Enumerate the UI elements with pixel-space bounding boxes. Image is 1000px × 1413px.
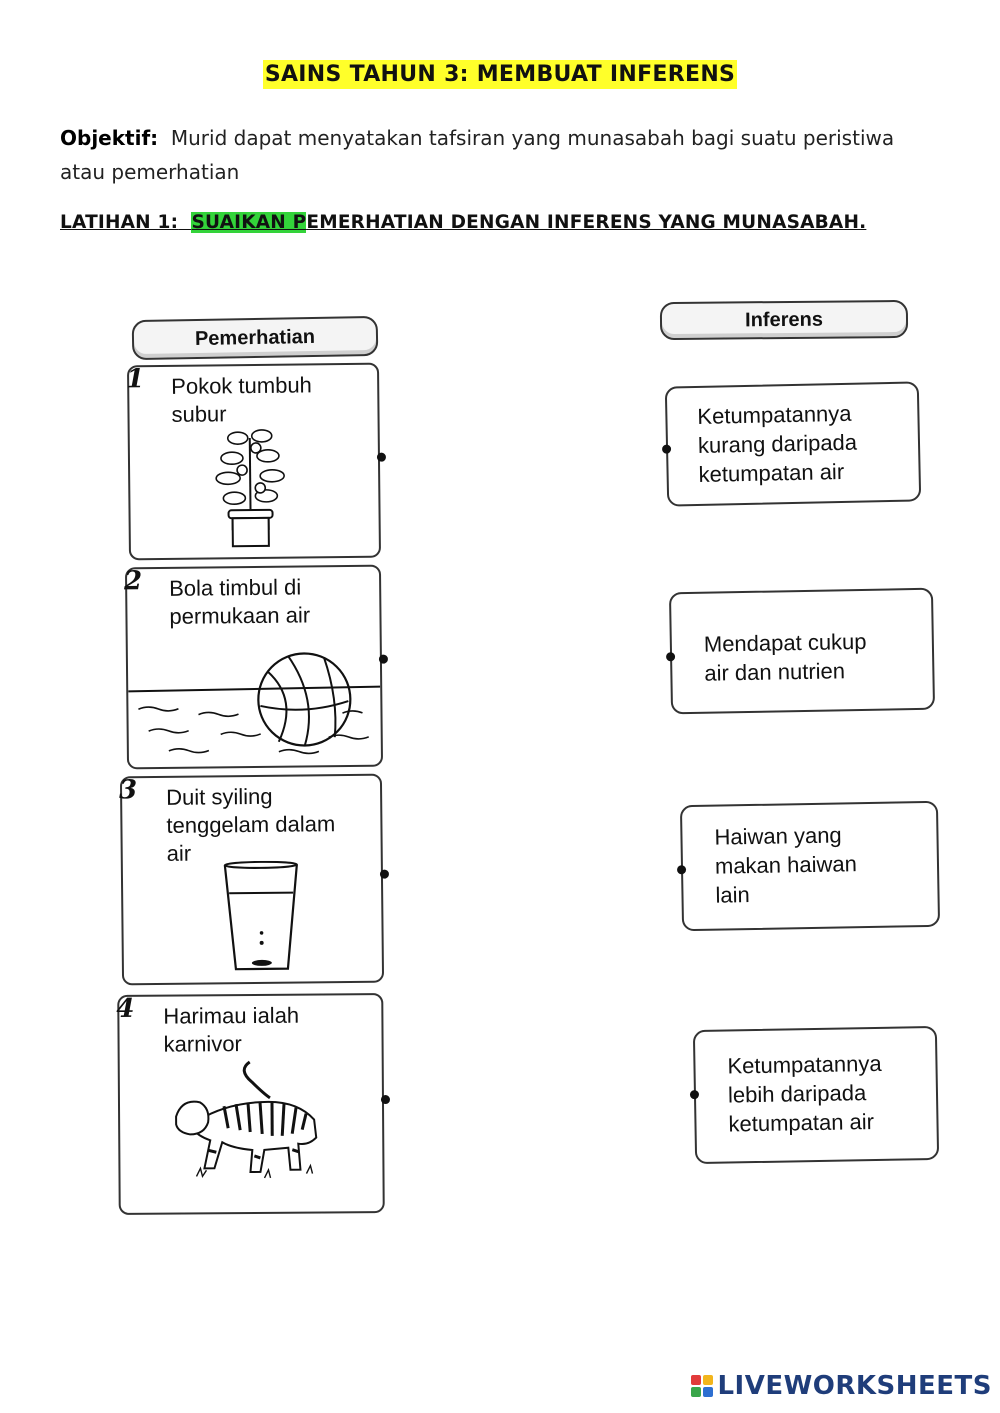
- observation-number: 4: [116, 993, 135, 1024]
- observation-header: [132, 316, 379, 360]
- inference-text: Ketumpatannya lebih daripada ketumpatan air: [727, 1050, 882, 1137]
- worksheet-title-text: SAINS TAHUN 3: MEMBUAT INFERENS: [264, 62, 736, 87]
- inference-text: Mendapat cukup air dan nutrien: [703, 628, 867, 686]
- inference-text: Ketumpatannya kurang daripada ketumpatan air: [697, 400, 858, 487]
- observation-number: 2: [123, 566, 143, 597]
- match-dot-inference-3[interactable]: [677, 865, 686, 874]
- match-dot-inference-4[interactable]: [690, 1090, 699, 1099]
- observation-text: Duit syiling tenggelam dalam air: [166, 783, 336, 866]
- objective-label: Objektif:: [60, 126, 159, 150]
- observation-text: Harimau ialah karnivor: [163, 1002, 300, 1057]
- observation-text: Bola timbul di permukaan air: [169, 574, 311, 629]
- match-dot-observation-1[interactable]: [377, 453, 386, 462]
- inference-card-3: [680, 801, 940, 931]
- inference-header: [660, 300, 908, 340]
- liveworksheets-logo-icon: [691, 1375, 713, 1397]
- exercise-rest: EMERHATIAN DENGAN INFERENS YANG MUNASABAH.: [306, 212, 867, 233]
- observation-number: 1: [125, 364, 145, 395]
- observation-text: Pokok tumbuh subur: [171, 372, 312, 427]
- observation-card-2: [125, 565, 383, 770]
- exercise-instruction: [60, 212, 866, 233]
- worksheet-title: [0, 62, 1000, 87]
- glass-of-water-icon: [219, 860, 304, 977]
- inference-card-4: [693, 1026, 939, 1164]
- observation-number: 3: [118, 775, 138, 806]
- match-dot-inference-2[interactable]: [666, 652, 675, 661]
- inference-text: Haiwan yang makan haiwan lain: [714, 822, 858, 908]
- potted-plant-icon: [210, 418, 291, 551]
- exercise-prefix: LATIHAN 1:: [60, 212, 179, 233]
- objective-text: Murid dapat menyatakan tafsiran yang munasabah bagi suatu peristiwa atau pemerhatian: [60, 126, 895, 184]
- inference-header-label: Inferens: [744, 308, 824, 332]
- observation-header-label: Pemerhatian: [194, 325, 316, 351]
- brand-text: LIVEWORKSHEETS: [717, 1371, 992, 1401]
- inference-card-2: [669, 588, 935, 715]
- observation-card-3: [120, 774, 384, 986]
- match-dot-observation-4[interactable]: [381, 1095, 390, 1104]
- objective-paragraph: [60, 121, 940, 189]
- observation-card-1: [127, 363, 381, 561]
- liveworksheets-logo: [691, 1371, 992, 1401]
- match-dot-observation-3[interactable]: [380, 870, 389, 879]
- beach-ball-icon: [128, 649, 381, 764]
- exercise-highlight: SUAIKAN P: [191, 212, 307, 233]
- observation-card-4: [117, 993, 385, 1215]
- inference-card-1: [665, 381, 921, 506]
- tiger-icon: [168, 1057, 329, 1188]
- match-dot-observation-2[interactable]: [379, 655, 388, 664]
- match-dot-inference-1[interactable]: [662, 445, 671, 454]
